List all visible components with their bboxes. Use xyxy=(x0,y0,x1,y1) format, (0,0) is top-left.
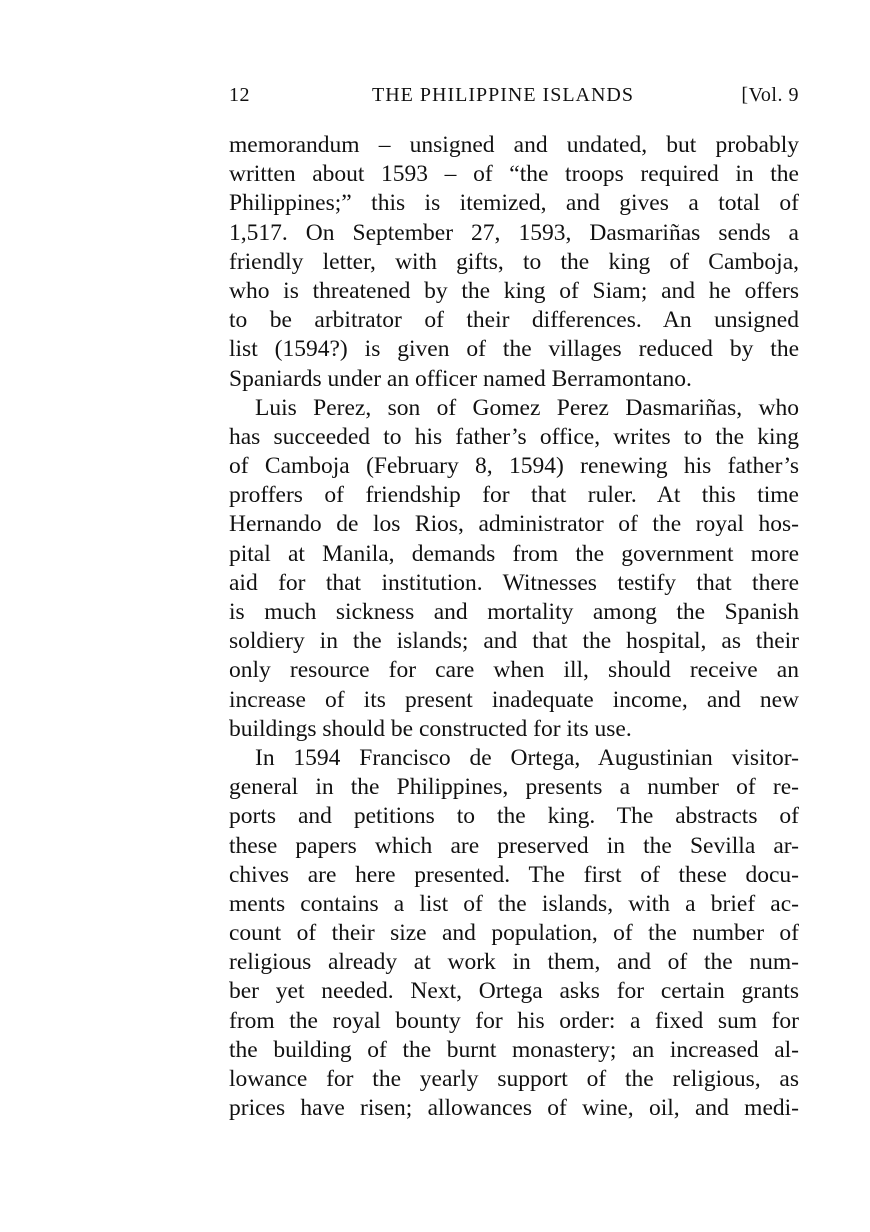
paragraph-2 xyxy=(229,394,799,744)
text-line: 1,517. On September 27, 1593, Dasmariñas sends a xyxy=(229,219,799,246)
text-line: Luis Perez, son of Gomez Perez Dasmariñas, who xyxy=(255,394,799,421)
text-line: lowance for the yearly support of the religious, as xyxy=(229,1066,799,1092)
text-line: friendly letter, with gifts, to the king of Camboja, xyxy=(229,248,799,275)
text-line: is much sickness and mortality among the Spanish xyxy=(229,599,799,625)
text-line: Hernando de los Rios, administrator of the royal hos- xyxy=(229,511,799,538)
text-line: ber yet needed. Next, Ortega asks for certain grants xyxy=(229,978,799,1005)
text-line: prices have risen; allowances of wine, oil, and medi- xyxy=(229,1095,799,1122)
text-line: increase of its present inadequate income, and new xyxy=(229,686,799,713)
text-line: only resource for care when ill, should receive an xyxy=(229,657,799,684)
text-line: written about 1593 – of “the troops required in the xyxy=(229,161,799,188)
text-line: religious already at work in them, and of the num- xyxy=(229,949,799,976)
text-line: buildings should be constructed for its use. xyxy=(229,715,632,742)
text-line: pital at Manila, demands from the government more xyxy=(229,540,799,567)
text-line: Philippines;” this is itemized, and gives a total of xyxy=(229,190,799,217)
text-line: count of their size and population, of the number of xyxy=(229,920,799,947)
text-line: chives are here presented. The first of these docu- xyxy=(229,861,799,888)
text-line: general in the Philippines, presents a number of re- xyxy=(229,774,799,801)
text-line: In 1594 Francisco de Ortega, Augustinian visitor- xyxy=(255,744,799,771)
text-line: of Camboja (February 8, 1594) renewing his father’s xyxy=(229,453,799,480)
text-line: aid for that institution. Witnesses testify that there xyxy=(229,569,799,596)
text-line: ments contains a list of the islands, with a brief ac- xyxy=(229,890,799,917)
text-line: soldiery in the islands; and that the hospital, as their xyxy=(229,628,799,655)
running-title: THE PHILIPPINE ISLANDS xyxy=(372,84,634,106)
volume-marker: [Vol. 9 xyxy=(741,84,799,106)
text-line: has succeeded to his father’s office, writes to the king xyxy=(229,423,799,450)
paragraph-1 xyxy=(229,131,799,394)
text-line: the building of the burnt monastery; an increased al- xyxy=(229,1036,799,1063)
page-number: 12 xyxy=(229,84,250,106)
text-line: who is threatened by the king of Siam; and he offers xyxy=(229,277,799,304)
text-line: these papers which are preserved in the Sevilla ar- xyxy=(229,832,799,859)
text-line: proffers of friendship for that ruler. At this time xyxy=(229,482,799,509)
paragraph-3 xyxy=(229,744,799,1123)
text-line: to be arbitrator of their differences. An unsigned xyxy=(229,307,799,334)
text-line: Spaniards under an officer named Berramontano. xyxy=(229,365,692,392)
body-text xyxy=(229,131,799,1123)
running-head xyxy=(229,84,799,114)
text-line: memorandum – unsigned and undated, but probably xyxy=(229,132,799,158)
text-line: from the royal bounty for his order: a fixed sum for xyxy=(229,1007,799,1034)
text-line: list (1594?) is given of the villages reduced by the xyxy=(229,336,799,363)
text-line: ports and petitions to the king. The abstracts of xyxy=(229,803,799,830)
